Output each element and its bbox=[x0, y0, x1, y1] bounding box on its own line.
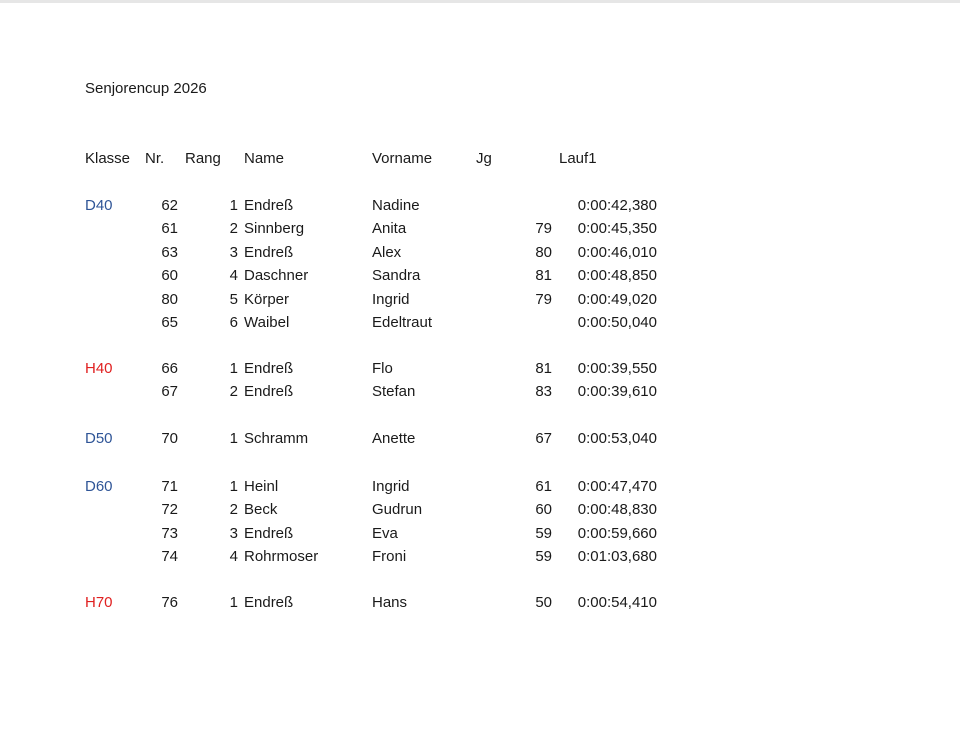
cell-name: Heinl bbox=[244, 478, 279, 495]
cell-vorname: Gudrun bbox=[372, 501, 423, 518]
cell-rang: 4 bbox=[229, 548, 238, 565]
cell-vorname: Anita bbox=[372, 220, 407, 237]
header-jg: Jg bbox=[476, 150, 492, 167]
cell-rang: 5 bbox=[229, 291, 238, 308]
cell-vorname: Alex bbox=[372, 244, 402, 261]
cell-lauf1: 0:00:47,470 bbox=[577, 478, 657, 495]
cell-vorname: Stefan bbox=[372, 383, 416, 400]
cell-nr: 60 bbox=[161, 267, 178, 284]
cell-nr: 70 bbox=[161, 430, 178, 447]
cell-lauf1: 0:00:48,830 bbox=[577, 501, 657, 518]
cell-nr: 71 bbox=[161, 478, 178, 495]
cell-name: Sinnberg bbox=[244, 220, 305, 237]
cell-name: Waibel bbox=[244, 314, 290, 331]
header-klasse: Klasse bbox=[85, 150, 131, 167]
cell-vorname: Froni bbox=[372, 548, 407, 565]
cell-lauf1: 0:00:50,040 bbox=[577, 314, 657, 331]
cell-nr: 72 bbox=[161, 501, 178, 518]
cell-rang: 4 bbox=[229, 267, 238, 284]
class-label: D50 bbox=[85, 430, 113, 447]
cell-rang: 1 bbox=[229, 478, 238, 495]
cell-name: Endreß bbox=[244, 525, 294, 542]
cell-jg: 59 bbox=[535, 548, 552, 565]
cell-jg: 67 bbox=[535, 430, 552, 447]
cell-lauf1: 0:01:03,680 bbox=[577, 548, 657, 565]
class-label: H40 bbox=[85, 360, 113, 377]
cell-jg: 79 bbox=[535, 291, 552, 308]
cell-jg: 59 bbox=[535, 525, 552, 542]
cell-name: Endreß bbox=[244, 244, 294, 261]
cell-name: Beck bbox=[244, 501, 278, 518]
cell-rang: 1 bbox=[229, 360, 238, 377]
header-vorname: Vorname bbox=[372, 150, 433, 167]
class-label: H70 bbox=[85, 594, 113, 611]
cell-lauf1: 0:00:53,040 bbox=[577, 430, 657, 447]
class-label: D60 bbox=[85, 478, 113, 495]
cell-nr: 62 bbox=[161, 197, 178, 214]
header-rang: Rang bbox=[185, 150, 221, 167]
cell-rang: 3 bbox=[229, 244, 238, 261]
cell-name: Rohrmoser bbox=[244, 548, 319, 565]
cell-lauf1: 0:00:59,660 bbox=[577, 525, 657, 542]
cell-vorname: Ingrid bbox=[372, 478, 410, 495]
cell-jg: 60 bbox=[535, 501, 552, 518]
cell-nr: 74 bbox=[161, 548, 178, 565]
cell-name: Endreß bbox=[244, 594, 294, 611]
cell-nr: 65 bbox=[161, 314, 178, 331]
cell-jg: 50 bbox=[535, 594, 552, 611]
cell-vorname: Ingrid bbox=[372, 291, 410, 308]
cell-vorname: Nadine bbox=[372, 197, 420, 214]
cell-jg: 80 bbox=[535, 244, 552, 261]
cell-jg: 83 bbox=[535, 383, 552, 400]
cell-name: Körper bbox=[244, 291, 290, 308]
cell-nr: 80 bbox=[161, 291, 178, 308]
cell-nr: 61 bbox=[161, 220, 178, 237]
document-title: Senjorencup 2026 bbox=[85, 80, 207, 97]
cell-rang: 2 bbox=[229, 220, 238, 237]
cell-lauf1: 0:00:45,350 bbox=[577, 220, 657, 237]
header-name: Name bbox=[244, 150, 285, 167]
cell-lauf1: 0:00:42,380 bbox=[577, 197, 657, 214]
cell-name: Daschner bbox=[244, 267, 309, 284]
cell-lauf1: 0:00:46,010 bbox=[577, 244, 657, 261]
cell-name: Schramm bbox=[244, 430, 309, 447]
cell-lauf1: 0:00:39,550 bbox=[577, 360, 657, 377]
cell-name: Endreß bbox=[244, 360, 294, 377]
cell-rang: 1 bbox=[229, 197, 238, 214]
cell-rang: 1 bbox=[229, 594, 238, 611]
cell-rang: 2 bbox=[229, 501, 238, 518]
cell-rang: 3 bbox=[229, 525, 238, 542]
cell-lauf1: 0:00:39,610 bbox=[577, 383, 657, 400]
cell-name: Endreß bbox=[244, 197, 294, 214]
header-lauf1: Lauf1 bbox=[559, 150, 597, 167]
cell-rang: 6 bbox=[229, 314, 238, 331]
cell-vorname: Hans bbox=[372, 594, 408, 611]
cell-vorname: Flo bbox=[372, 360, 393, 377]
cell-lauf1: 0:00:54,410 bbox=[577, 594, 657, 611]
cell-nr: 63 bbox=[161, 244, 178, 261]
cell-jg: 81 bbox=[535, 360, 552, 377]
cell-lauf1: 0:00:48,850 bbox=[577, 267, 657, 284]
cell-lauf1: 0:00:49,020 bbox=[577, 291, 657, 308]
cell-vorname: Sandra bbox=[372, 267, 421, 284]
cell-jg: 61 bbox=[535, 478, 552, 495]
cell-nr: 73 bbox=[161, 525, 178, 542]
header-nr: Nr. bbox=[145, 150, 165, 167]
cell-jg: 79 bbox=[535, 220, 552, 237]
cell-name: Endreß bbox=[244, 383, 294, 400]
cell-rang: 2 bbox=[229, 383, 238, 400]
cell-vorname: Eva bbox=[372, 525, 398, 542]
cell-rang: 1 bbox=[229, 430, 238, 447]
cell-nr: 76 bbox=[161, 594, 178, 611]
cell-jg: 81 bbox=[535, 267, 552, 284]
cell-vorname: Anette bbox=[372, 430, 416, 447]
cell-nr: 66 bbox=[161, 360, 178, 377]
class-label: D40 bbox=[85, 197, 113, 214]
cell-vorname: Edeltraut bbox=[372, 314, 433, 331]
cell-nr: 67 bbox=[161, 383, 178, 400]
